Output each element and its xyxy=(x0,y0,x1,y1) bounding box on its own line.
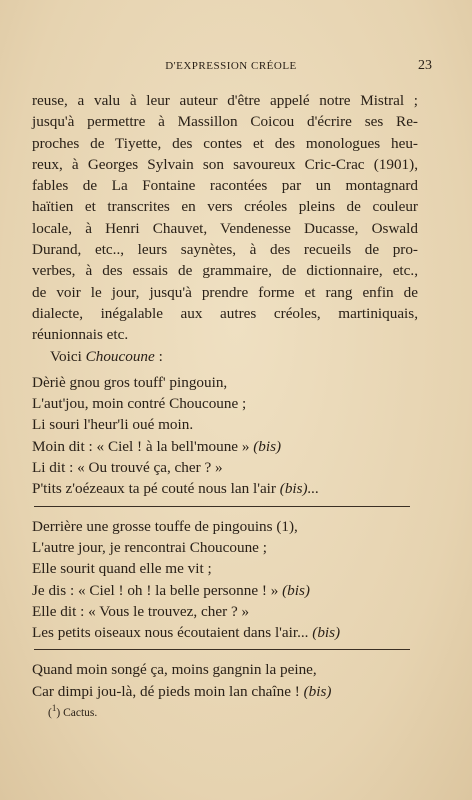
section-divider xyxy=(34,649,410,650)
verse-text: Je dis : « Ciel ! oh ! la belle personne ! » xyxy=(32,581,283,599)
verse-line xyxy=(32,580,418,601)
verse-text: Elle dit : « Vous le trouvez, cher ? » xyxy=(32,602,250,620)
stanza-french xyxy=(32,516,418,644)
verse-text: Les petits oiseaux nous écoutaient dans l'air... xyxy=(32,624,313,642)
verse-line xyxy=(32,558,418,579)
verse-text: Li dit : « Ou trouvé ça, cher ? » xyxy=(32,459,223,477)
verse-bis: (bis) xyxy=(303,682,332,700)
page-number: 23 xyxy=(418,58,432,73)
verse-line xyxy=(32,659,418,680)
verse-bis: (bis) xyxy=(312,624,341,642)
poem-intro xyxy=(32,346,418,367)
verse-text: P'tits z'oézeaux ta pé couté nous lan l'air xyxy=(32,480,280,498)
intro-prefix: Voici xyxy=(50,347,86,365)
stanza-creole-2 xyxy=(32,659,418,702)
verse-line xyxy=(32,601,418,622)
verse-line xyxy=(32,681,418,702)
footnote-marker: ($^1$) xyxy=(48,703,61,719)
verse-bis: (bis) xyxy=(253,437,282,455)
verse-line xyxy=(32,457,418,478)
paragraph-line: de voir le jour, jusqu'à prendre forme et rang enfin de xyxy=(32,283,418,301)
verse-text: Car dimpi jou-là, dé pieds moin lan chaîne ! xyxy=(32,682,304,700)
paragraph-line: dialecte, inégalable aux autres créoles, martiniquais, xyxy=(32,304,418,322)
verse-line xyxy=(32,393,418,414)
page-body xyxy=(32,90,418,702)
poem-title: Choucoune xyxy=(85,347,155,365)
paragraph-line: jusqu'à permettre à Massillon Coicou d'écrire ses Re- xyxy=(32,113,418,131)
paragraph-line: reux, à Georges Sylvain son savoureux Cric-Crac (1901), xyxy=(32,155,418,173)
stanza-creole xyxy=(32,372,418,500)
running-title: D'EXPRESSION CRÉOLE xyxy=(165,60,297,72)
paragraph-line: haïtien et transcrites en vers créoles pleins de couleur xyxy=(32,198,418,216)
paragraph-line: verbes, à des essais de grammaire, de dictionnaire, etc., xyxy=(32,262,418,280)
footnote xyxy=(48,703,98,719)
paragraph-line: proches de Tiyette, des contes et des monologues heu- xyxy=(32,134,418,152)
prose-paragraph xyxy=(32,90,418,346)
verse-text: L'aut'jou, moin contré Choucoune ; xyxy=(32,395,247,413)
verse-text: Li souri l'heur'li oué moin. xyxy=(32,416,194,434)
paragraph-line: locale, à Henri Chauvet, Vendenesse Ducasse, Oswald xyxy=(32,219,418,237)
intro-suffix: : xyxy=(154,347,163,365)
verse-bis: (bis) xyxy=(282,581,310,599)
section-divider xyxy=(34,506,410,507)
verse-text: L'autre jour, je rencontrai Choucoune ; xyxy=(32,538,267,556)
footnote-text: Cactus. xyxy=(63,707,98,719)
verse-line xyxy=(32,372,418,393)
verse-text: Derrière une grosse touffe de pingouins (1), xyxy=(32,517,298,535)
paragraph-line: réunionnais etc. xyxy=(32,326,129,344)
verse-bis: (bis)... xyxy=(279,480,319,498)
verse-line xyxy=(32,478,418,499)
paragraph-line: Durand, etc.., leurs saynètes, à des recueils de pro- xyxy=(32,241,418,259)
paragraph-line: fables de La Fontaine racontées par un montagnard xyxy=(32,177,418,195)
running-head xyxy=(30,60,432,80)
verse-line xyxy=(32,537,418,558)
verse-line xyxy=(32,414,418,435)
paragraph-line: reuse, a valu à leur auteur d'être appelé notre Mistral ; xyxy=(32,92,418,109)
verse-text: Quand moin songé ça, moins gangnin la peine, xyxy=(32,661,317,679)
verse-text: Moin dit : « Ciel ! à la bell'moune » xyxy=(32,437,254,455)
verse-text: Dèriè gnou gros touff' pingouin, xyxy=(32,373,228,391)
verse-text: Elle sourit quand elle me vit ; xyxy=(32,560,212,578)
verse-line xyxy=(32,516,418,537)
verse-line xyxy=(32,436,418,457)
verse-line xyxy=(32,622,418,643)
